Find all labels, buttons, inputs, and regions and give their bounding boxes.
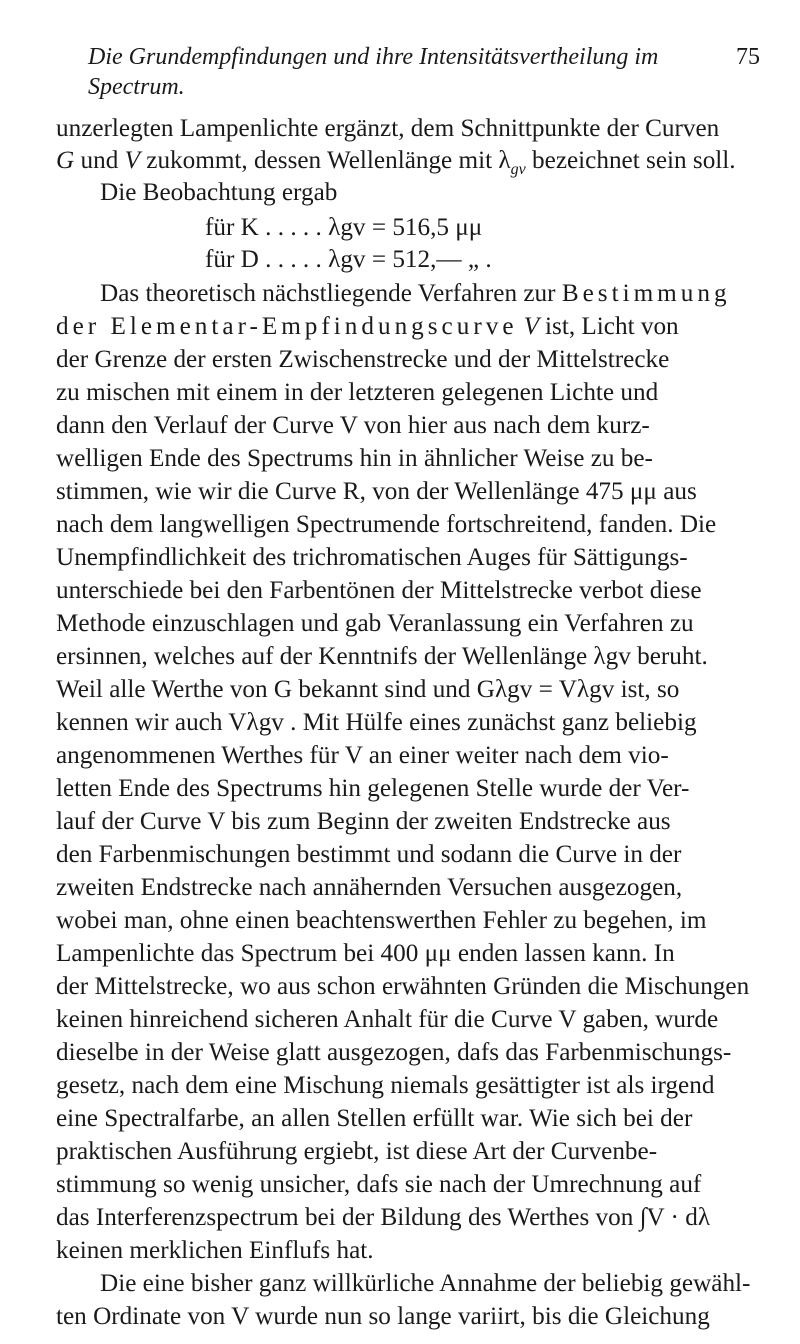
text-line: praktischen Ausführung ergiebt, ist diese Art der Curvenbe- [56,1138,658,1165]
text-line: Das theoretisch nächstliegende Verfahren zur Bestimmung [100,280,731,307]
running-title: Die Grundempfindungen und ihre Intensitätsvertheilung im Spectrum. [88,44,659,100]
text-line: G und V zukommt, dessen Wellenlänge mit $\lambda_{gv}$ bezeichnet sein soll. [56,147,736,178]
text-line: ten Ordinate von V wurde nun so lange variirt, bis die Gleichung [56,1303,710,1330]
text-line: Die Beobachtung ergab [100,179,338,206]
text-line: unterschiede bei den Farbentönen der Mittelstrecke verbot diese [56,577,702,604]
equation-line: für K . . . . . λgv = 516,5 μμ [205,214,483,241]
text-line: dann den Verlauf der Curve V von hier aus nach dem kurz- [56,412,650,439]
text-line: Weil alle Werthe von G bekannt sind und Gλgv = Vλgv ist, so [56,676,680,703]
text-line: kennen wir auch Vλgv . Mit Hülfe eines zunächst ganz beliebig [56,709,697,736]
text-line: gesetz, nach dem eine Mischung niemals gesättigter ist als irgend [56,1072,715,1099]
text-line: Lampenlichte das Spectrum bei 400 μμ enden lassen kann. In [56,940,675,967]
text-line: stimmung so wenig unsicher, dafs sie nach der Umrechnung auf [56,1171,702,1198]
text-line: eine Spectralfarbe, an allen Stellen erfüllt war. Wie sich bei der [56,1105,693,1132]
page-number: 75 [736,44,760,70]
text-line: unzerlegten Lampenlichte ergänzt, dem Schnittpunkte der Curven [56,115,720,142]
text-line: dieselbe in der Weise glatt ausgezogen, dafs das Farbenmischungs- [56,1039,732,1066]
text-line: lauf der Curve V bis zum Beginn der zweiten Endstrecke aus [56,808,671,835]
text-line: stimmen, wie wir die Curve R, von der Wellenlänge 475 μμ aus [56,478,697,505]
text-line: zweiten Endstrecke nach annähernden Versuchen ausgezogen, [56,874,683,901]
text-line: Unempfindlichkeit des trichromatischen Auges für Sättigungs- [56,544,688,571]
text-line: der Grenze der ersten Zwischenstrecke und der Mittelstrecke [56,346,670,373]
text-line: wobei man, ohne einen beachtenswerthen Fehler zu begehen, im [56,907,707,934]
text-line: Methode einzuschlagen und gab Veranlassung ein Verfahren zu [56,610,694,637]
text-line: keinen hinreichend sicheren Anhalt für die Curve V gaben, wurde [56,1006,719,1033]
text-line: der Mittelstrecke, wo aus schon erwähnten Gründen die Mischungen [56,973,750,1000]
text-line: angenommenen Werthes für V an einer weiter nach dem vio- [56,742,669,769]
text-line: das Interferenzspectrum bei der Bildung des Werthes von ∫V · dλ [56,1204,711,1231]
text-line: welligen Ende des Spectrums hin in ähnlicher Weise zu be- [56,445,653,472]
equation-line: für D . . . . . λgv = 512,— „ . [205,246,492,273]
text-line: den Farbenmischungen bestimmt und sodann die Curve in der [56,841,682,868]
text-line: ersinnen, welches auf der Kenntnifs der Wellenlänge λgv beruht. [56,643,708,670]
text-line: zu mischen mit einem in der letzteren gelegenen Lichte und [56,379,659,406]
text-line: Die eine bisher ganz willkürliche Annahme der beliebig gewähl- [100,1270,751,1297]
text-line: letten Ende des Spectrums hin gelegenen Stelle wurde der Ver- [56,775,690,802]
text-line: keinen merklichen Einflufs hat. [56,1237,374,1264]
text-line: der Elementar-Empfindungscurve V ist, Licht von [56,313,679,340]
text-line: nach dem langwelligen Spectrumende fortschreitend, fanden. Die [56,511,717,538]
